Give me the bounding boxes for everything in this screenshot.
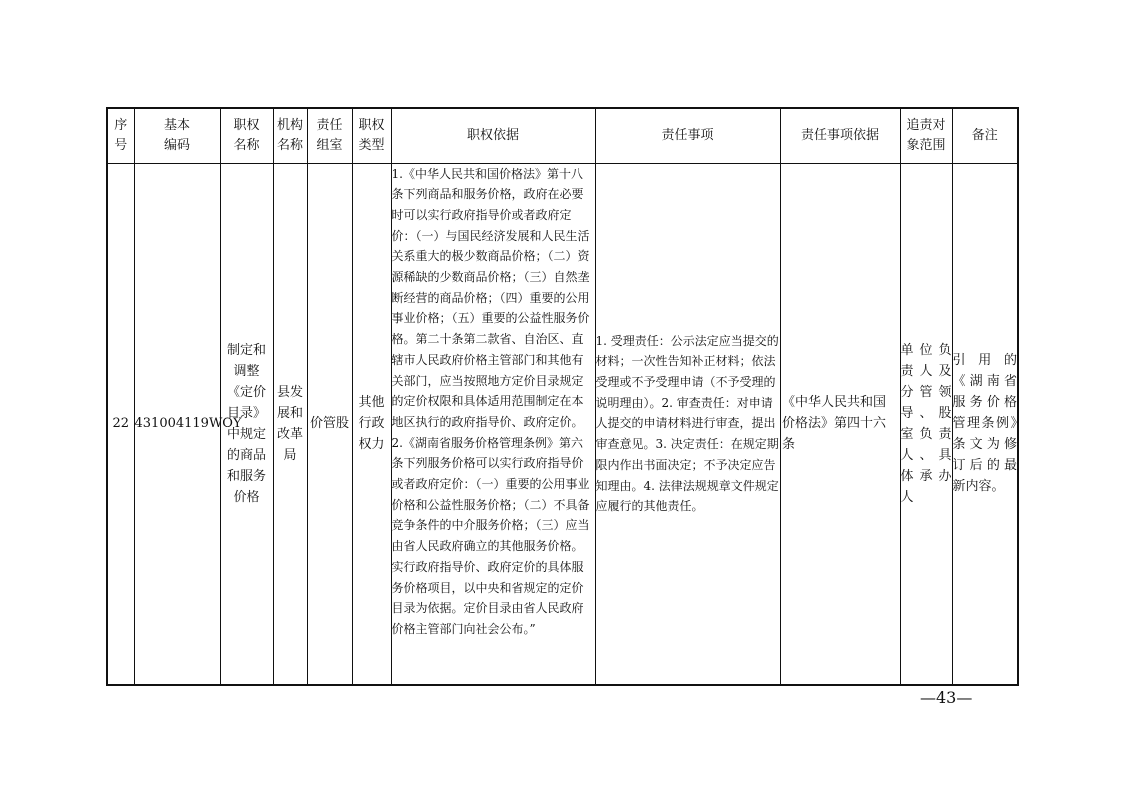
cell-seq: 22	[107, 163, 134, 685]
header-type: 职权类型	[352, 108, 391, 163]
cell-basis: 1.《中华人民共和国价格法》第十八条下列商品和服务价格，政府在必要时可以实行政府指导价或者政府定价：（一）与国民经济发展和人民生活关系重大的极少数商品价格；（二）资源稀缺的少数商品价格；（三）自然垄断经营的商品价格；（四）重要的公用事业价格；（五）重要的公益性服务价格。第二十条第二款省、自治区、直辖市人民政府价格主管部门和其他有关部门，应当按照地方定价目录规定的定价权限和具体适用范围制定在本地区执行的政府指导价、政府定价。2.《湖南省服务价格管理条例》第六条下列服务价格可以实行政府指导价或者政府定价：（一）重要的公用事业价格和公益性服务价格；（二）不具备竞争条件的中介服务价格；（三）应当由省人民政府确立的其他服务价格。实行政府指导价、政府定价的具体服务价格项目，以中央和省规定的定价目录为依据。定价目录由省人民政府价格主管部门向社会公布。”	[391, 163, 595, 685]
header-remark: 备注	[952, 108, 1018, 163]
header-basis: 职权依据	[391, 108, 595, 163]
cell-resp-basis: 《中华人民共和国价格法》第四十六条	[780, 163, 900, 685]
header-code: 基本编码	[134, 108, 220, 163]
cell-remark: 引用的《湖南省服务价格管理条例》条文为修订后的最新内容。	[952, 163, 1018, 685]
header-resp-basis: 责任事项依据	[780, 108, 900, 163]
header-resp: 责任事项	[595, 108, 780, 163]
cell-code: 431004119WOY	[134, 163, 220, 685]
responsibility-table	[106, 107, 1019, 686]
table-row	[107, 163, 1018, 685]
cell-org: 县发展和改革局	[273, 163, 307, 685]
table-header-row	[107, 108, 1018, 163]
cell-type: 其他行政权力	[352, 163, 391, 685]
header-name: 职权名称	[220, 108, 273, 163]
header-dept: 责任组室	[307, 108, 352, 163]
cell-scope: 单位负责人及分管领导、股室负责人、具体承办人	[900, 163, 952, 685]
header-org: 机构名称	[273, 108, 307, 163]
cell-dept: 价管股	[307, 163, 352, 685]
cell-resp: 1. 受理责任：公示法定应当提交的材料；一次性告知补正材料；依法受理或不予受理申请（不予受理的说明理由）。2. 审查责任：对申请人提交的申请材料进行审查，提出审查意见。3. 决定责任：在规定期限内作出书面决定；不予决定应告知理由。4. 法律法规规章文件规定应履行的其他责任。	[595, 163, 780, 685]
header-seq: 序号	[107, 108, 134, 163]
cell-name: 制定和调整《定价目录》中规定的商品和服务价格	[220, 163, 273, 685]
page-number: —43—	[920, 688, 973, 707]
header-scope: 追责对象范围	[900, 108, 952, 163]
